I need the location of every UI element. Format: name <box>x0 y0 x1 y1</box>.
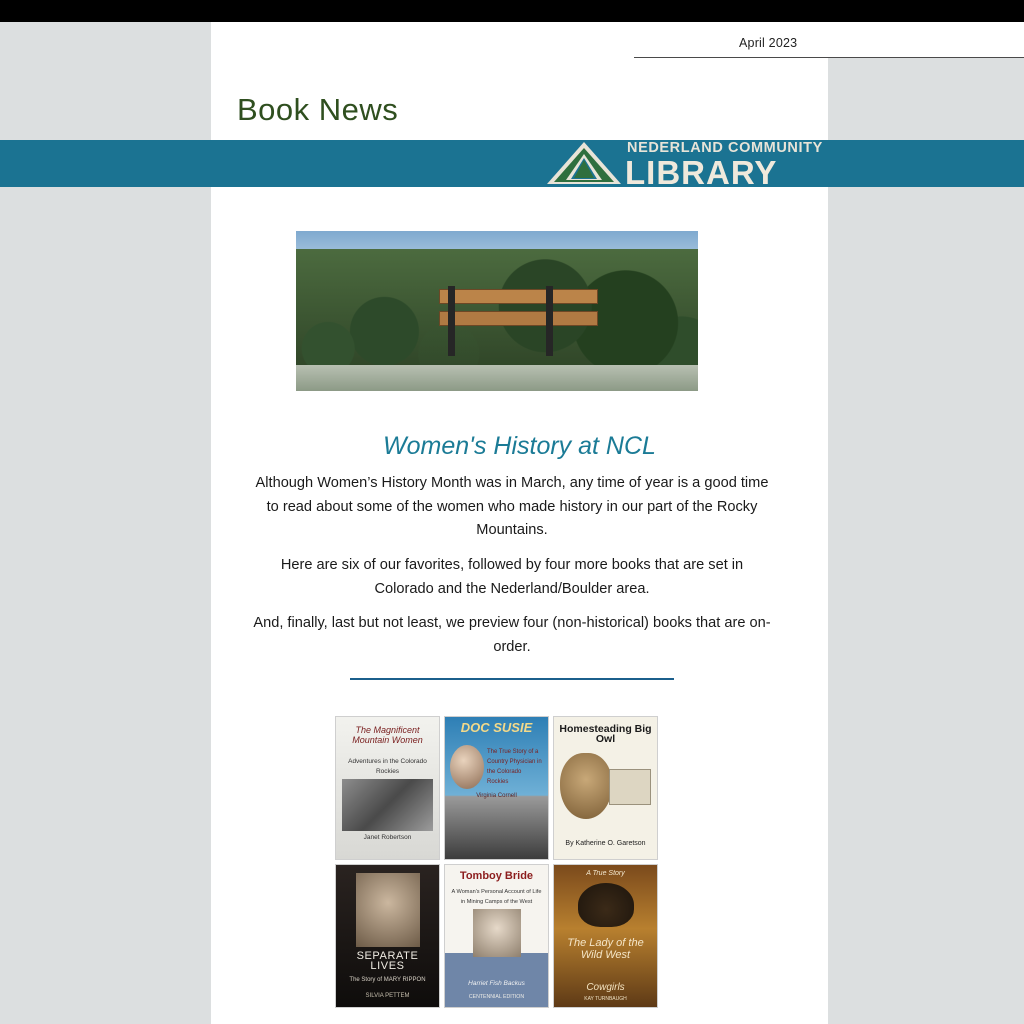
section-divider <box>350 678 674 680</box>
article-paragraph-2: Here are six of our favorites, followed by four more books that are set in Colorado and the Nederland/Boulder area. <box>280 557 744 597</box>
page-title: Book News <box>237 92 399 127</box>
library-logo <box>541 134 828 187</box>
cover-subtitle: Adventures in the Colorado Rockies <box>348 758 427 775</box>
cover-author: Virginia Cornell <box>476 793 517 799</box>
cover-subtitle: The Story of MARY RIPPON <box>349 977 426 983</box>
cover-title: The Lady of the Wild West <box>567 937 644 961</box>
logo-top-text: NEDERLAND COMMUNITY <box>627 140 823 156</box>
book-cover-separate-lives[interactable] <box>335 864 440 1008</box>
cover-portrait <box>450 745 484 789</box>
book-cover-tomboy-bride[interactable] <box>444 864 549 1008</box>
cover-photo <box>342 779 433 831</box>
cover-subtitle: The True Story of a Country Physician in the Colorado Rockies <box>487 749 542 785</box>
hero-bench-seat <box>439 311 598 326</box>
cover-title: DOC SUSIE <box>460 720 533 735</box>
mountain-tree-logo-icon <box>545 140 623 186</box>
cover-owl-illustration <box>560 753 612 819</box>
cover-portrait <box>356 873 420 947</box>
brand-band <box>0 140 1024 187</box>
hero-bench-leg-right <box>546 286 553 356</box>
article-paragraph-1: Although Women’s History Month was in March, any time of year is a good time to read about some of the women who made history in our part of the Rocky Mountains. <box>255 475 769 538</box>
cover-author: Janet Robertson <box>363 834 412 841</box>
issue-date: April 2023 <box>739 36 798 50</box>
logo-main-text: LIBRARY <box>625 154 778 187</box>
cover-title: Tomboy Bride <box>459 870 534 882</box>
article-paragraph-3: And, finally, last but not least, we preview four (non-historical) books that are on-order. <box>253 615 771 655</box>
cover-title: The Magnificent Mountain Women <box>352 725 423 745</box>
cover-author: Harriet Fish Backus <box>468 980 525 987</box>
cover-tagline: A True Story <box>586 870 625 877</box>
hero-bench-back <box>439 289 598 304</box>
book-cover-grid <box>335 716 660 1008</box>
cover-title: SEPARATE LIVES <box>356 950 419 972</box>
left-margin <box>0 187 211 1024</box>
hero-bench-leg-left <box>448 286 455 356</box>
cover-author: SILVIA PETTEM <box>365 993 410 999</box>
date-strip <box>634 22 1024 58</box>
hero-image <box>296 231 698 391</box>
right-margin <box>828 187 1024 1024</box>
book-cover-doc-susie[interactable] <box>444 716 549 860</box>
book-cover-magnificent-mountain-women[interactable] <box>335 716 440 860</box>
cover-edition: CENTENNIAL EDITION <box>468 994 525 1000</box>
book-cover-lady-of-the-wild-west[interactable] <box>553 864 658 1008</box>
cover-portrait <box>473 909 521 957</box>
cover-title: Homesteading Big Owl <box>559 723 652 745</box>
cover-author: KAY TURNBAUGH <box>584 996 627 1002</box>
browser-top-bar <box>0 0 1024 22</box>
cover-subtitle: Cowgirls <box>586 982 625 993</box>
cover-subtitle: A Woman's Personal Account of Life in Mining Camps of the West <box>451 889 542 905</box>
hero-ground <box>296 365 698 391</box>
cover-author: By Katherine O. Garetson <box>565 840 646 847</box>
cover-portrait <box>578 883 634 927</box>
book-cover-homesteading-big-owl[interactable] <box>553 716 658 860</box>
article-title: Women's History at NCL <box>383 432 656 460</box>
cover-cabin-illustration <box>609 769 651 805</box>
